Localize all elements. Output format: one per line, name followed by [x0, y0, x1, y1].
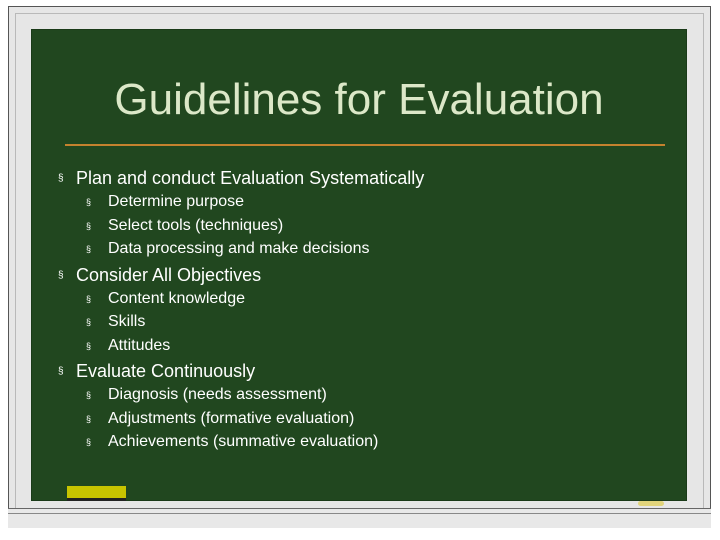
- section-objectives: [56, 263, 676, 358]
- bullet-icon: §: [86, 197, 92, 207]
- bullet-icon: §: [86, 413, 92, 424]
- bullet-icon: §: [86, 340, 92, 351]
- section-heading-text: Plan and conduct Evaluation Systematically: [76, 168, 425, 188]
- list-item: [56, 237, 676, 261]
- bullet-icon: §: [86, 437, 92, 447]
- list-item: [56, 383, 676, 407]
- list-item-text: Achievements (summative evaluation): [108, 433, 379, 450]
- bullet-icon: §: [86, 293, 92, 304]
- list-item-text: Select tools (techniques): [108, 216, 284, 234]
- section-heading-text: Evaluate Continuously: [76, 361, 256, 381]
- bullet-icon: §: [58, 269, 64, 281]
- title-divider: [65, 144, 665, 146]
- tray-line: [8, 513, 711, 514]
- list-item-text: Attitudes: [108, 336, 171, 354]
- list-item-text: Data processing and make decisions: [108, 240, 370, 257]
- section-heading-text: Consider All Objectives: [76, 264, 262, 285]
- section-heading: [56, 166, 676, 190]
- bullet-icon: §: [86, 317, 92, 327]
- list-item: [56, 190, 676, 214]
- bullet-icon: §: [86, 220, 92, 231]
- bullet-icon: §: [58, 366, 64, 377]
- slide-title: Guidelines for Evaluation: [114, 75, 604, 124]
- section-plan: [56, 166, 676, 261]
- list-item: [56, 214, 676, 238]
- chalk-tray: [8, 508, 711, 528]
- list-item-text: Determine purpose: [108, 193, 245, 210]
- list-item: [56, 287, 676, 311]
- list-item: [56, 430, 676, 454]
- list-item: [56, 310, 676, 334]
- chalk-dust: [638, 501, 664, 506]
- list-item-text: Content knowledge: [108, 289, 245, 307]
- list-item: [56, 334, 676, 358]
- slide-content: [56, 164, 676, 455]
- bullet-icon: §: [86, 244, 92, 254]
- section-continuous: [56, 359, 676, 454]
- list-item-text: Skills: [108, 313, 146, 330]
- list-item: [56, 407, 676, 431]
- list-item-text: Adjustments (formative evaluation): [108, 409, 355, 427]
- bullet-icon: §: [58, 173, 64, 184]
- chalk-piece: [67, 486, 126, 501]
- section-heading: [56, 359, 676, 383]
- list-item-text: Diagnosis (needs assessment): [108, 386, 327, 403]
- bullet-icon: §: [86, 390, 92, 400]
- section-heading: [56, 263, 676, 287]
